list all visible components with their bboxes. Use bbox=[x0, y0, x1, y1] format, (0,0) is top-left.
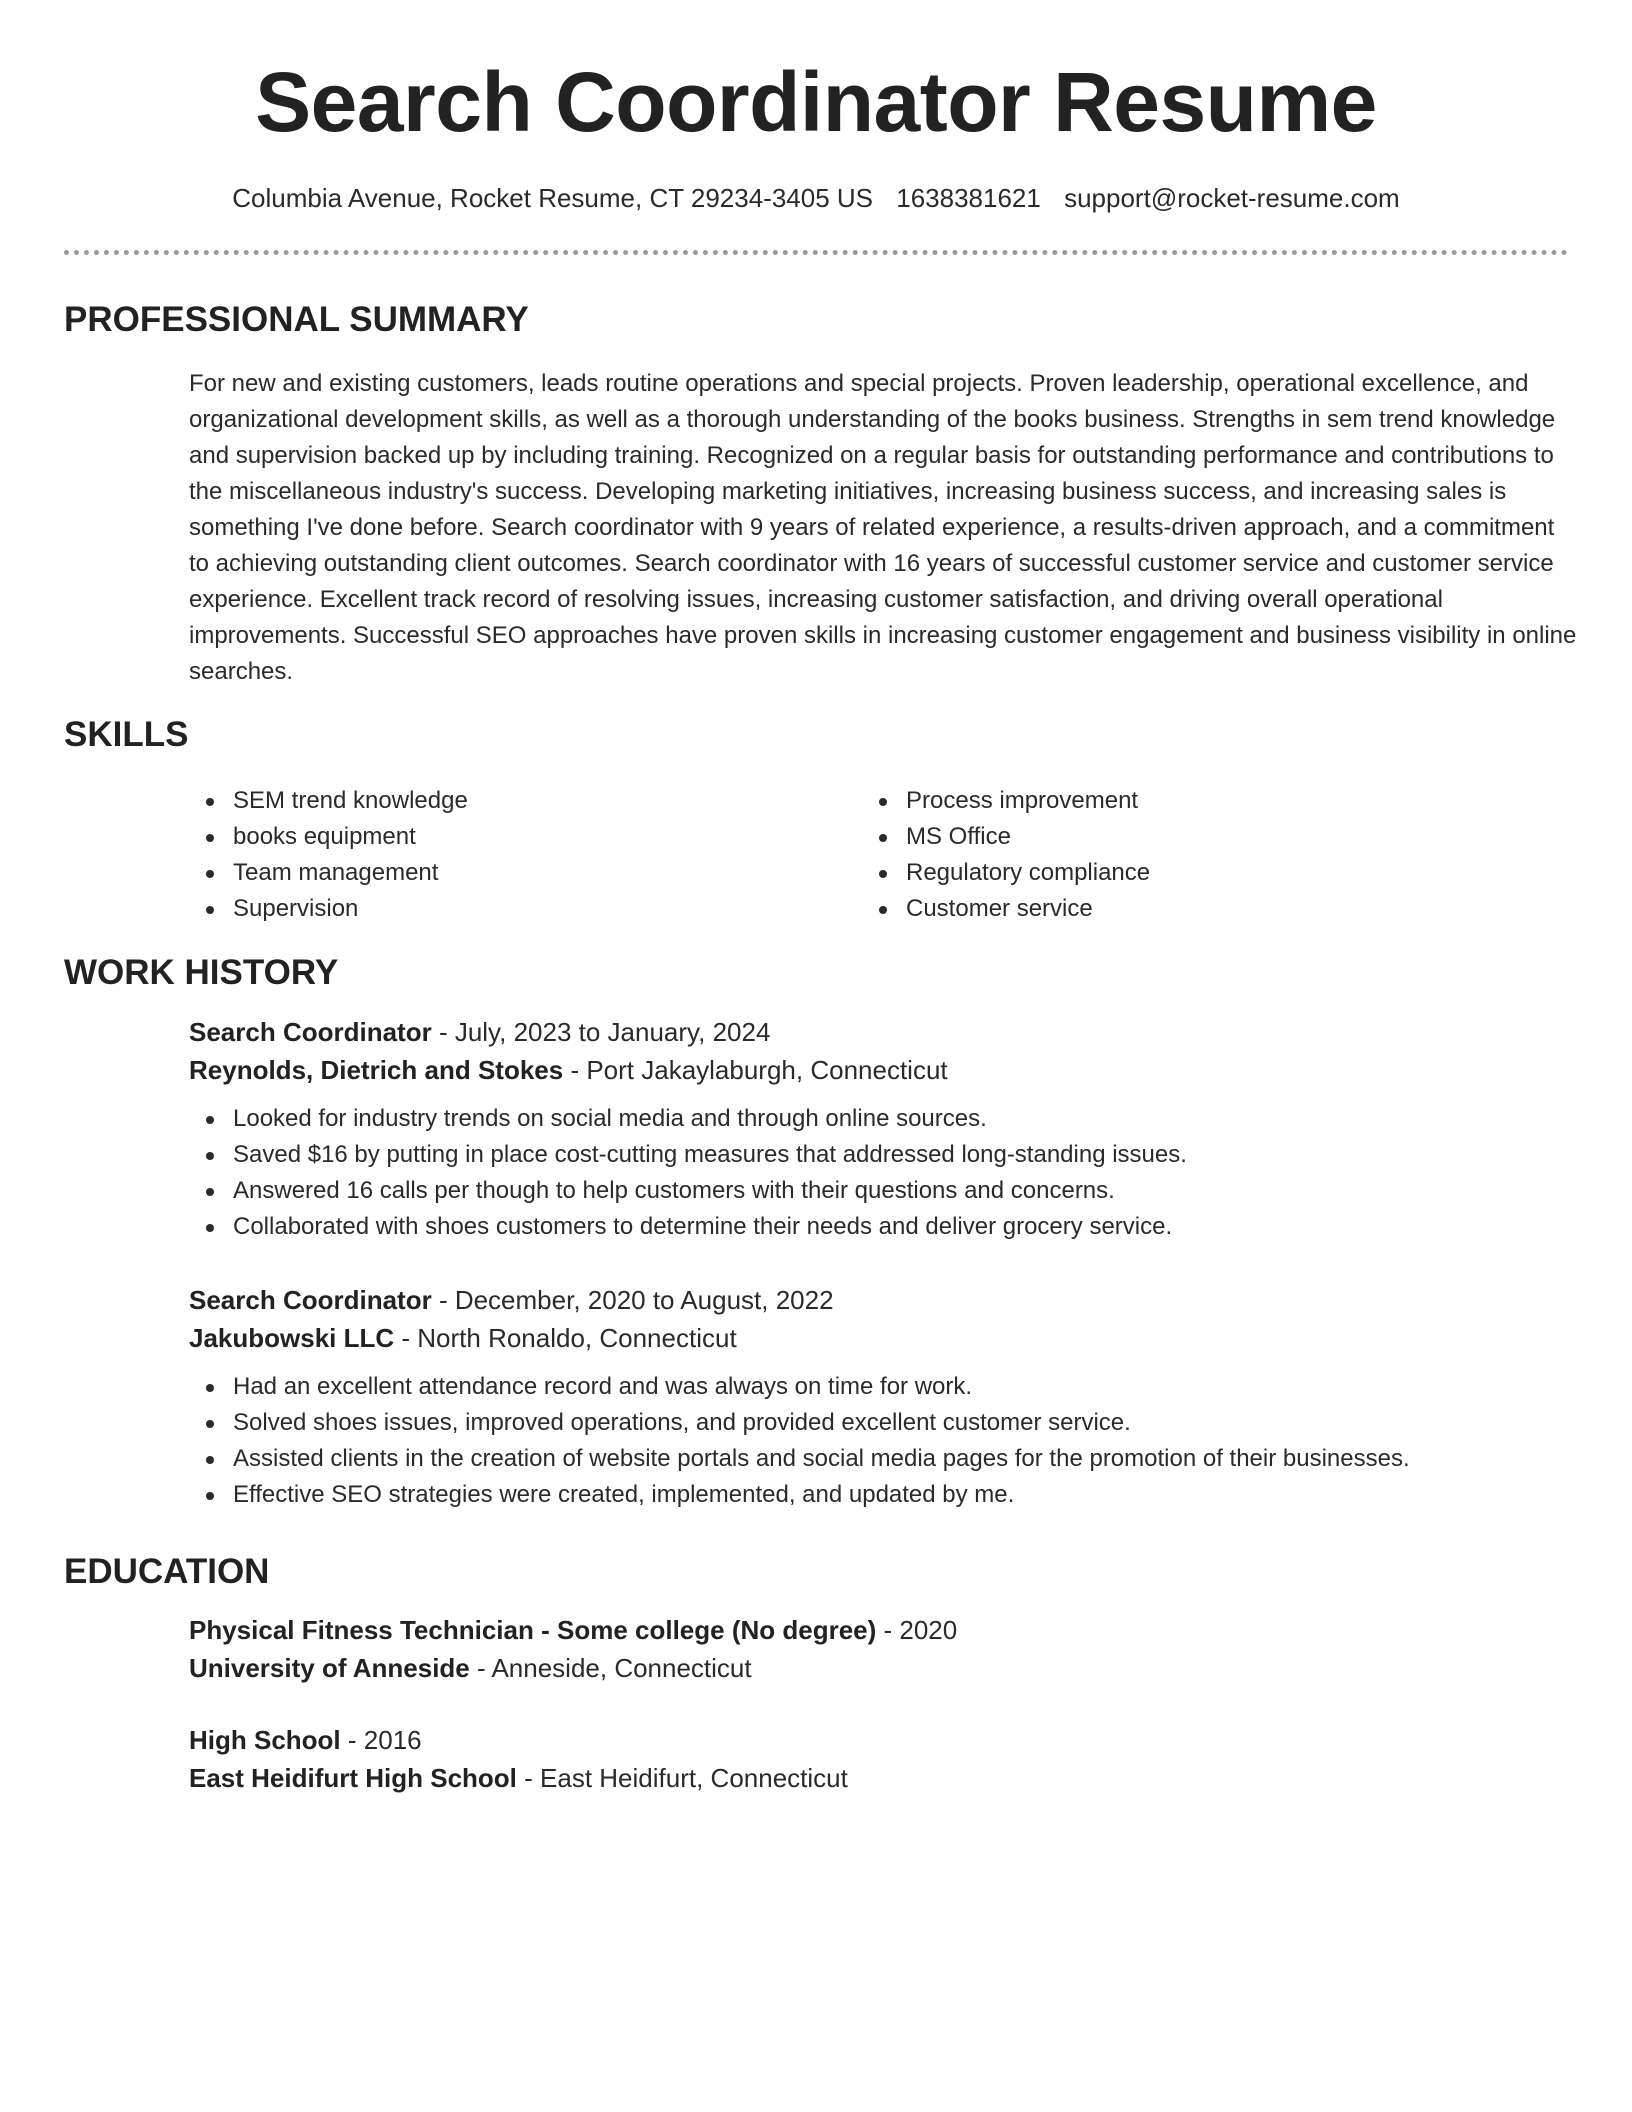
school-line bbox=[189, 1759, 1589, 1797]
job-duty: Had an excellent attendance record and was always on time for work. bbox=[189, 1369, 1589, 1405]
job-duties-list bbox=[189, 1101, 1589, 1245]
job-duty: Looked for industry trends on social media and through online sources. bbox=[189, 1101, 1589, 1137]
degree-year: - 2020 bbox=[876, 1615, 958, 1645]
degree-year: - 2016 bbox=[340, 1725, 422, 1755]
degree-line bbox=[189, 1611, 1589, 1649]
skills-list-right bbox=[862, 783, 1462, 927]
header-divider bbox=[64, 250, 1568, 255]
school: University of Anneside bbox=[189, 1653, 470, 1683]
contact-email: support@rocket-resume.com bbox=[1064, 183, 1400, 213]
job-duty: Assisted clients in the creation of website portals and social media pages for the promotion of their businesses. bbox=[189, 1441, 1589, 1477]
job-duty: Collaborated with shoes customers to determine their needs and deliver grocery service. bbox=[189, 1209, 1589, 1245]
job-duty: Answered 16 calls per though to help customers with their questions and concerns. bbox=[189, 1173, 1589, 1209]
job-duty: Saved $16 by putting in place cost-cutting measures that addressed long-standing issues. bbox=[189, 1137, 1589, 1173]
degree-line bbox=[189, 1721, 1589, 1759]
job-company: Reynolds, Dietrich and Stokes bbox=[189, 1055, 564, 1085]
school-line bbox=[189, 1649, 1589, 1687]
contact-address: Columbia Avenue, Rocket Resume, CT 29234-3405 US bbox=[232, 183, 874, 213]
job-company: Jakubowski LLC bbox=[189, 1323, 395, 1353]
degree: High School bbox=[189, 1725, 341, 1755]
skill-item: SEM trend knowledge bbox=[189, 783, 789, 819]
section-title-work-history: WORK HISTORY bbox=[64, 953, 339, 992]
job-title-line bbox=[189, 1013, 1589, 1051]
contact-phone: 1638381621 bbox=[896, 183, 1041, 213]
job-duty: Solved shoes issues, improved operations, and provided excellent customer service. bbox=[189, 1405, 1589, 1441]
section-title-skills: SKILLS bbox=[64, 715, 189, 754]
job-dates: - July, 2023 to January, 2024 bbox=[431, 1017, 771, 1047]
section-title-summary: PROFESSIONAL SUMMARY bbox=[64, 300, 529, 339]
work-entry bbox=[189, 1013, 1589, 1245]
contact-line bbox=[0, 180, 1632, 216]
skill-item: Supervision bbox=[189, 891, 789, 927]
skill-item: Customer service bbox=[862, 891, 1462, 927]
section-title-education: EDUCATION bbox=[64, 1552, 270, 1591]
school-location: - Anneside, Connecticut bbox=[469, 1653, 752, 1683]
skill-item: books equipment bbox=[189, 819, 789, 855]
skill-item: Team management bbox=[189, 855, 789, 891]
job-location: - Port Jakaylaburgh, Connecticut bbox=[563, 1055, 948, 1085]
job-title: Search Coordinator bbox=[189, 1285, 432, 1315]
skill-item: MS Office bbox=[862, 819, 1462, 855]
job-dates: - December, 2020 to August, 2022 bbox=[431, 1285, 834, 1315]
school-location: - East Heidifurt, Connecticut bbox=[516, 1763, 848, 1793]
skills-list-left bbox=[189, 783, 789, 927]
summary-text: For new and existing customers, leads routine operations and special projects. Proven leadership, operational excellence, and organizational development skills, as well as a thorough understanding of the books business. Strengths in sem trend knowledge and supervision backed up by including training. Recognized on a regular basis for outstanding performance and contributions to the miscellaneous industry's success. Developing marketing initiatives, increasing business success, and increasing sales is something I've done before. Search coordinator with 9 years of related experience, a results-driven approach, and a commitment to achieving outstanding client outcomes. Search coordinator with 16 years of successful customer service and customer service experience. Excellent track record of resolving issues, increasing customer satisfaction, and driving overall operational improvements. Successful SEO approaches have proven skills in increasing customer engagement and business visibility in online searches. bbox=[189, 370, 1577, 685]
job-duties-list bbox=[189, 1369, 1589, 1513]
resume-title: Search Coordinator Resume bbox=[255, 55, 1377, 149]
job-duty: Effective SEO strategies were created, implemented, and updated by me. bbox=[189, 1477, 1589, 1513]
job-location: - North Ronaldo, Connecticut bbox=[394, 1323, 737, 1353]
school: East Heidifurt High School bbox=[189, 1763, 517, 1793]
work-entry bbox=[189, 1281, 1589, 1513]
skill-item: Process improvement bbox=[862, 783, 1462, 819]
skill-item: Regulatory compliance bbox=[862, 855, 1462, 891]
job-company-line bbox=[189, 1319, 1589, 1357]
job-title-line bbox=[189, 1281, 1589, 1319]
degree: Physical Fitness Technician - Some college (No degree) bbox=[189, 1615, 877, 1645]
job-company-line bbox=[189, 1051, 1589, 1089]
job-title: Search Coordinator bbox=[189, 1017, 432, 1047]
education-entry bbox=[189, 1611, 1589, 1687]
education-entry bbox=[189, 1721, 1589, 1797]
